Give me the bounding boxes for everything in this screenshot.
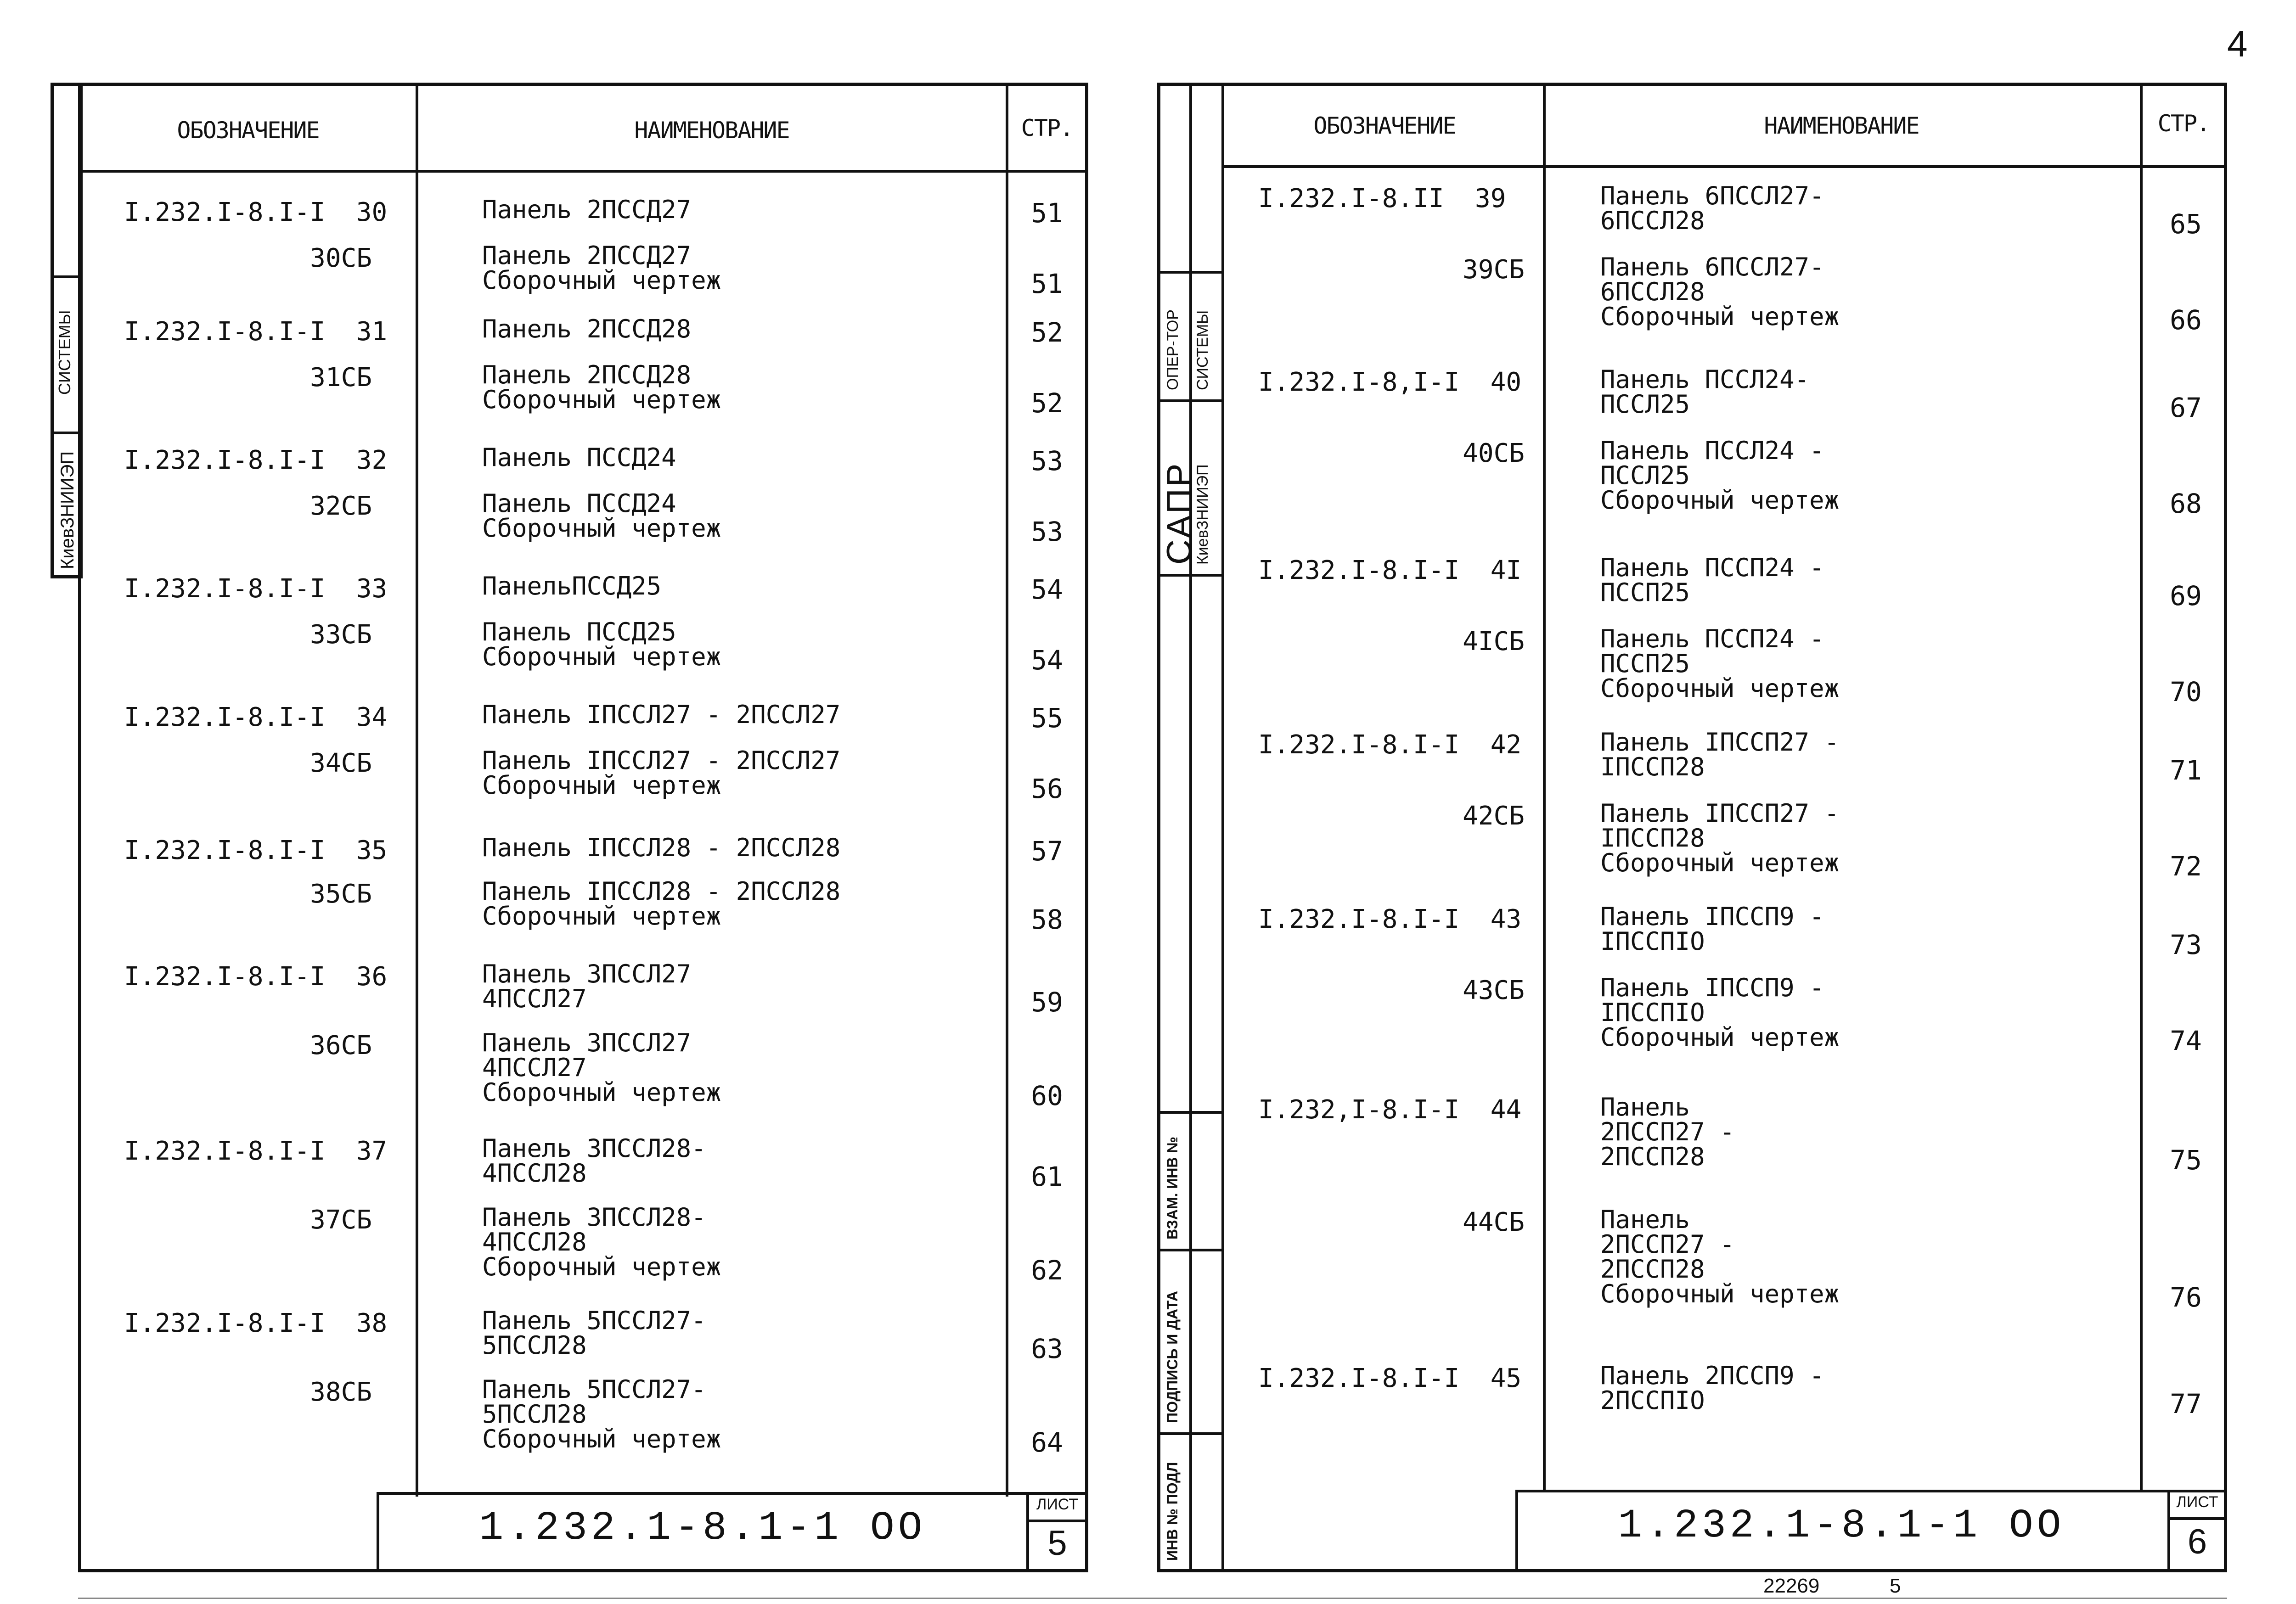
row-name-line: Панель ПССЛ24- [1600, 365, 1810, 394]
row-page: 56 [1031, 773, 1063, 804]
row-designation: I.232.I-8.I-I 30 [124, 197, 388, 227]
row-name-line: Панель ПССД25 [482, 617, 676, 646]
row-designation: I.232.I-8.I-I 36 [124, 962, 388, 992]
row-page: 58 [1031, 904, 1063, 935]
row-name [1600, 904, 1824, 954]
row-name [482, 445, 676, 470]
row-name [1600, 730, 1839, 780]
row-name-line: Панель IПССП27 - [1600, 799, 1840, 828]
right-side-inv-orig: ИНВ № ПОДЛ [1164, 1462, 1181, 1561]
row-name-line: 2ПССП27 - [1600, 1230, 1735, 1259]
row-name [482, 197, 691, 222]
row-name-line: 6ПССЛ28 [1600, 277, 1705, 306]
row-name [482, 748, 840, 798]
row-name [1600, 438, 1839, 513]
row-name [482, 879, 840, 929]
row-name [482, 617, 721, 671]
row-name-line: 2ПССПIО [1600, 1386, 1705, 1415]
row-page: 70 [2170, 676, 2202, 707]
row-name-line: 2ПССП27 - [1600, 1117, 1735, 1146]
row-designation: I.232.I-8.I-I 34 [124, 702, 388, 732]
row-page: 68 [2170, 488, 2202, 519]
right-stamp-code: 1.232.1-8.1-1 ОО [1618, 1503, 2065, 1549]
row-name-line: ПССЛ25 [1600, 390, 1690, 419]
row-name-line: Сборочный чертеж [482, 1252, 721, 1281]
row-assembly-designation: 38СБ [310, 1377, 372, 1407]
row-assembly-designation: 31СБ [310, 363, 372, 393]
row-assembly-designation: 33СБ [310, 620, 372, 650]
row-name [482, 833, 841, 862]
row-name [482, 1377, 721, 1452]
left-header-page: СТР. [1021, 115, 1073, 141]
row-name [482, 360, 721, 414]
row-name [1600, 181, 1824, 235]
row-assembly-designation: 36СБ [310, 1031, 372, 1060]
row-name-line: 4ПССЛ28 [482, 1159, 587, 1188]
row-name-line: Панель ПССД24 [482, 443, 676, 472]
row-page: 71 [2170, 755, 2202, 786]
row-name-line: Панель 5ПССЛ27- [482, 1375, 706, 1404]
row-name [1600, 1207, 1839, 1307]
right-side-inv-replace: ВЗАМ. ИНВ № [1164, 1136, 1181, 1239]
row-name-line: Панель 3ПССЛ27 [482, 1028, 692, 1057]
row-name-line: Панель 2ПССД27 [482, 241, 692, 270]
row-name-line: IПССП28 [1600, 824, 1705, 852]
row-name-line: Сборочный чертеж [482, 1425, 721, 1453]
left-header-designation: ОБОЗНАЧЕНИЕ [177, 117, 319, 144]
row-page: 54 [1031, 645, 1063, 676]
row-designation: I.232.I-8.I-I 38 [124, 1308, 388, 1338]
row-name-line: Панель 2ПССД27 [482, 195, 692, 224]
row-name-line: Сборочный чертеж [482, 642, 721, 671]
row-name [482, 491, 721, 541]
row-name-line: Панель IПССП9 - [1600, 902, 1824, 931]
row-designation: I.232.I-8.I-I 4I [1258, 555, 1522, 585]
row-page: 76 [2170, 1282, 2202, 1313]
row-name [1600, 252, 1840, 331]
right-sheet-label: ЛИСТ [2176, 1493, 2218, 1511]
left-sheet-label: ЛИСТ [1036, 1496, 1078, 1513]
row-page: 66 [2170, 304, 2202, 336]
row-page: 57 [1031, 836, 1063, 867]
row-page: 64 [1031, 1427, 1063, 1458]
page-number: 4 [2227, 23, 2248, 64]
row-name-line: 5ПССЛ28 [482, 1400, 587, 1429]
row-name-line: Панель ПССД24 [482, 489, 676, 518]
row-name-line: Панель IПССЛ28 - 2ПССЛ28 [482, 833, 841, 862]
left-stamp-code: 1.232.1-8.1-1 ОО [479, 1506, 926, 1551]
row-assembly-designation: 34СБ [310, 748, 372, 778]
right-side-systems: СИСТЕМЫ [1194, 310, 1211, 390]
row-page: 53 [1031, 445, 1063, 477]
row-name-line: Панель ПССП24 - [1600, 553, 1824, 582]
row-name-line: IПССПIО [1600, 998, 1705, 1027]
right-header-name: НАИМЕНОВАНИЕ [1764, 112, 1919, 139]
right-side-operator: ОПЕР-ТОР [1164, 309, 1182, 390]
row-page: 67 [2170, 392, 2202, 423]
footer-doc-number: 22269 [1763, 1575, 1820, 1597]
row-designation: I.232.I-8.I-I 33 [124, 574, 388, 604]
row-name [1600, 801, 1839, 875]
row-assembly-designation: 30СБ [310, 243, 372, 273]
row-name-line: Сборочный чертеж [1600, 486, 1840, 515]
row-page: 55 [1031, 702, 1063, 734]
row-name-line: Панель IПССП27 - [1600, 728, 1840, 757]
row-assembly-designation: 43СБ [1463, 976, 1525, 1005]
row-name-line: 5ПССЛ28 [482, 1331, 587, 1360]
row-name [1600, 367, 1809, 417]
row-assembly-designation: 40СБ [1463, 438, 1525, 468]
left-header-name: НАИМЕНОВАНИЕ [634, 117, 789, 144]
row-designation: I.232.I-8.I-I 43 [1258, 904, 1522, 934]
row-assembly-designation: 4IСБ [1463, 627, 1525, 656]
row-name-line: 2ПССП28 [1600, 1255, 1705, 1284]
row-name-line: Сборочный чертеж [1600, 848, 1840, 877]
right-sheet-number: 6 [2187, 1522, 2207, 1561]
row-page: 53 [1031, 516, 1063, 547]
row-page: 51 [1031, 268, 1063, 299]
row-name-line: ПССП25 [1600, 649, 1690, 678]
row-name-line: 4ПССЛ27 [482, 984, 587, 1013]
footer-rule [78, 1598, 2227, 1599]
row-name-line: ПССП25 [1600, 578, 1690, 607]
row-designation: I.232.I-8.I-I 32 [124, 445, 388, 475]
row-name-line: 4ПССЛ28 [482, 1228, 587, 1256]
row-name [482, 574, 661, 599]
row-page: 59 [1031, 987, 1063, 1018]
row-name-line: Панель IПССЛ27 - 2ПССЛ27 [482, 700, 841, 729]
row-name-line: IПССП28 [1600, 752, 1705, 781]
row-name-line: Сборочный чертеж [482, 1078, 721, 1107]
row-name [1600, 973, 1840, 1052]
right-side-org: КиевЗНИИЭП [1194, 464, 1211, 565]
row-page: 54 [1031, 574, 1063, 605]
row-designation: I.232.I-8.I-I 35 [124, 836, 388, 865]
row-designation: I.232.I-8.I-I 31 [124, 317, 388, 347]
row-assembly-designation: 37СБ [310, 1205, 372, 1235]
row-page: 60 [1031, 1080, 1063, 1111]
row-page: 51 [1031, 197, 1063, 229]
row-name [482, 1205, 721, 1279]
row-name-line: Панель 2ПССД28 [482, 314, 692, 343]
row-name-line: Панель IПССП9 - [1600, 973, 1824, 1002]
row-name-line: Панель ПССП24 - [1600, 624, 1824, 653]
row-name-line: Панель 6ПССЛ27- [1600, 181, 1824, 210]
row-name-line: Панель [1600, 1205, 1690, 1234]
row-designation: I.232.I-8,I-I 40 [1258, 367, 1522, 397]
row-name-line: Панель 6ПССЛ27- [1600, 252, 1824, 281]
row-name-line: Сборочный чертеж [482, 514, 721, 543]
right-header-page: СТР. [2157, 110, 2210, 137]
row-page: 52 [1031, 387, 1063, 419]
row-assembly-designation: 32СБ [310, 491, 372, 521]
row-designation: I.232.I-8.I-I 45 [1258, 1363, 1522, 1393]
row-name-line: Сборочный чертеж [1600, 302, 1840, 331]
row-name-line: Панель [1600, 1093, 1690, 1122]
row-name-line: Панель 3ПССЛ28- [482, 1134, 706, 1163]
row-name [1600, 624, 1840, 703]
row-name [482, 1028, 721, 1107]
row-name-line: 2ПССП28 [1600, 1142, 1705, 1171]
row-name-line: IПССПIО [1600, 927, 1705, 956]
row-page: 65 [2170, 208, 2202, 240]
row-name-line: Сборочный чертеж [1600, 1023, 1840, 1052]
row-name-line: Панель ПССЛ24 - [1600, 436, 1824, 465]
row-name-line: Панель 3ПССЛ28- [482, 1203, 706, 1232]
left-side-systems: СИСТЕМЫ [55, 310, 74, 395]
row-name-line: 4ПССЛ27 [482, 1053, 587, 1082]
row-assembly-designation: 44СБ [1463, 1207, 1525, 1237]
row-name-line: Панель IПССЛ27 - 2ПССЛ27 [482, 746, 841, 775]
row-assembly-designation: 39СБ [1463, 255, 1525, 285]
row-name [1600, 555, 1824, 605]
right-side-sign-date: ПОДПИСЬ И ДАТА [1164, 1290, 1181, 1423]
row-name [482, 314, 692, 343]
row-designation: I.232.I-8.II 39 [1258, 184, 1506, 213]
row-name [482, 243, 721, 293]
row-name-line: Панель 5ПССЛ27- [482, 1306, 706, 1335]
row-page: 77 [2170, 1388, 2202, 1419]
row-name-line: Сборочный чертеж [482, 902, 721, 931]
row-name [1600, 1363, 1824, 1413]
row-name-line: Сборочный чертеж [482, 771, 721, 800]
row-page: 72 [2170, 851, 2202, 882]
row-name-line: ПССЛ25 [1600, 461, 1690, 490]
row-name-line: Сборочный чертеж [1600, 674, 1840, 703]
footer-format: 5 [1890, 1575, 1901, 1597]
row-page: 61 [1031, 1161, 1063, 1192]
row-page: 52 [1031, 317, 1063, 348]
row-page: 74 [2170, 1025, 2202, 1056]
row-page: 63 [1031, 1333, 1063, 1364]
row-page: 62 [1031, 1255, 1063, 1286]
left-sheet-number: 5 [1047, 1524, 1067, 1563]
row-designation: I.232,I-8.I-I 44 [1258, 1095, 1522, 1125]
row-name-line: Сборочный чертеж [482, 266, 721, 295]
row-name [482, 702, 840, 727]
row-designation: I.232.I-8.I-I 37 [124, 1136, 388, 1166]
row-designation: I.232.I-8.I-I 42 [1258, 730, 1522, 760]
row-page: 73 [2170, 929, 2202, 960]
row-name [482, 1308, 706, 1358]
row-name-line: Панель IПССЛ28 - 2ПССЛ28 [482, 877, 841, 906]
row-name-line: Панель 2ПССД28 [482, 360, 692, 389]
row-name-line: Панель 3ПССЛ27 [482, 959, 692, 988]
row-name-line: 6ПССЛ28 [1600, 206, 1705, 235]
row-assembly-designation: 42СБ [1463, 801, 1525, 831]
row-page: 69 [2170, 580, 2202, 611]
right-header-designation: ОБОЗНАЧЕНИЕ [1313, 112, 1456, 139]
row-name-line: Панель 2ПССП9 - [1600, 1361, 1824, 1390]
left-side-org: КиевЗНИИЭП [57, 451, 78, 569]
right-side-sapr: САПР [1160, 461, 1199, 565]
row-name [1600, 1095, 1735, 1169]
row-name-line: ПанельПССД25 [482, 572, 662, 600]
row-name [482, 959, 692, 1013]
row-name-line: Сборочный чертеж [1600, 1279, 1840, 1308]
row-name [482, 1136, 706, 1186]
row-name-line: Сборочный чертеж [482, 385, 721, 414]
row-page: 75 [2170, 1144, 2202, 1176]
row-assembly-designation: 35СБ [310, 879, 372, 909]
